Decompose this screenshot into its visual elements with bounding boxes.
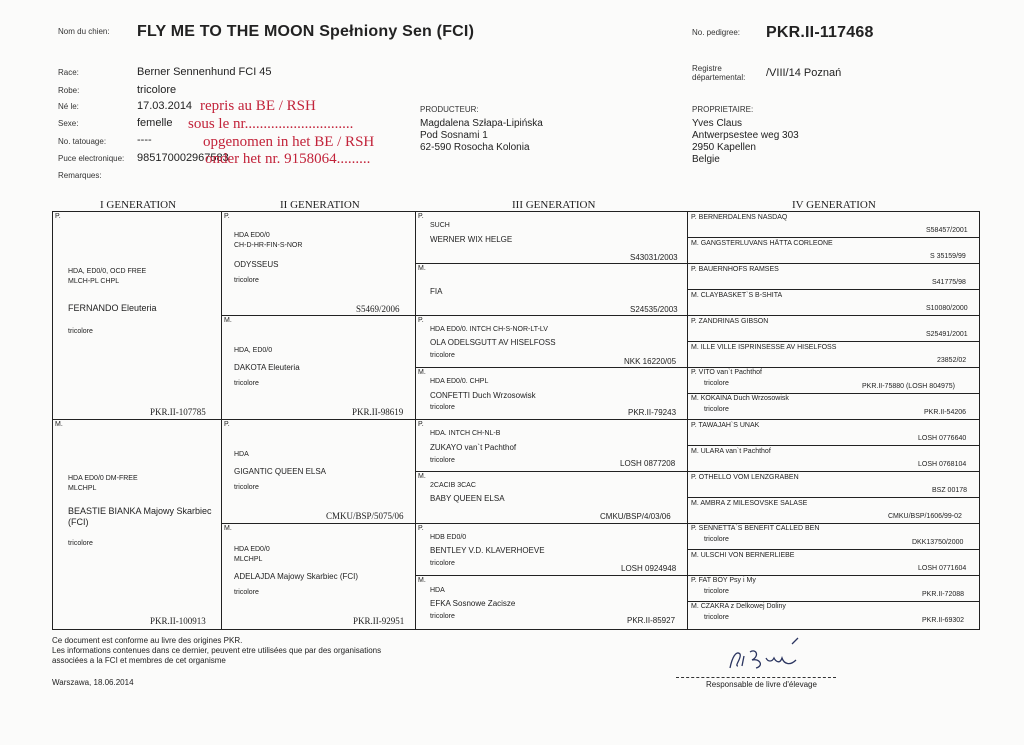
dog-name: M. GANGSTERLUVANS HÄTTA CORLEONE: [691, 240, 833, 247]
registration: S 35159/99: [930, 253, 966, 260]
registration: PKR.II-100913: [150, 616, 206, 626]
dog-name: M. ILLE VILLE ISPRINSESSE AV HISELFOSS: [691, 344, 837, 351]
titles-1: HDA: [234, 451, 249, 458]
registration: BSZ 00178: [932, 487, 968, 494]
chip-value: 985170002967583: [137, 152, 229, 164]
titles-2: MLCH-PL CHPL: [68, 278, 120, 285]
color: tricolore: [234, 589, 259, 596]
register-value: /VIII/14 Poznań: [766, 67, 842, 79]
dog-name: BENTLEY V.D. KLAVERHOEVE: [430, 546, 545, 555]
registration: LOSH 0768104: [918, 461, 967, 468]
dog-name: M. ULSCHI VON BERNERLIEBE: [691, 552, 795, 559]
register-label-2: départemental:: [692, 73, 746, 82]
name-label: Nom du chien:: [58, 27, 110, 36]
registration: PKR.II-98619: [352, 407, 404, 417]
race-value: Berner Sennenhund FCI 45: [137, 66, 272, 78]
color: tricolore: [704, 614, 729, 621]
tag: M.: [224, 525, 232, 532]
registration: PKR.II-69302: [922, 617, 965, 624]
breeder-line-1: Magdalena Szłapa-Lipińska: [420, 118, 543, 129]
race-label: Race:: [58, 68, 79, 77]
color: tricolore: [704, 406, 729, 413]
registration: LOSH 0924948: [621, 564, 677, 573]
registration: S24535/2003: [630, 305, 678, 314]
dog-name: ADELAJDA Majowy Skarbiec (FCI): [234, 572, 359, 581]
pedigree-label: No. pedigree:: [692, 28, 741, 37]
tag: M.: [418, 473, 426, 480]
dog-name: M. CLAYBASKET`S B-SHITA: [691, 292, 783, 299]
breeder-line-3: 62-590 Rosocha Kolonia: [420, 142, 530, 153]
dog-name: P. BERNERDALENS NASDAQ: [691, 214, 788, 221]
color: tricolore: [430, 404, 455, 411]
robe-value: tricolore: [137, 84, 177, 96]
breeder-label: PRODUCTEUR:: [420, 105, 479, 114]
breeder-line-2: Pod Sosnami 1: [420, 130, 488, 141]
chip-label: Puce electronique:: [58, 154, 125, 163]
dog-name: M. AMBRA Z MILESOVSKE SALASE: [691, 500, 808, 507]
color: tricolore: [234, 277, 259, 284]
titles-2: MLCHPL: [234, 556, 263, 563]
signature-line: [676, 677, 836, 678]
registration: CMKU/BSP/4/03/06: [600, 512, 671, 521]
registration: PKR.II-79243: [628, 408, 677, 417]
gen3-header: III GENERATION: [512, 199, 596, 211]
dog-name: CONFETTI Duch Wrzosowisk: [430, 391, 536, 400]
color: tricolore: [234, 380, 259, 387]
stamp-line-3: opgenomen in het BE / RSH: [203, 134, 375, 150]
tag: M.: [55, 421, 63, 428]
registration: S41775/98: [932, 279, 966, 286]
dog-name: GIGANTIC QUEEN ELSA: [234, 467, 327, 476]
tag: P.: [224, 213, 230, 220]
tag: P.: [418, 421, 424, 428]
color: tricolore: [704, 588, 729, 595]
registration: DKK13750/2000: [912, 539, 964, 546]
titles: 2CACIB 3CAC: [430, 482, 476, 489]
dog-name: DAKOTA Eleuteria: [234, 363, 300, 372]
dog-name: EFKA Sosnowe Zacisze: [430, 599, 516, 608]
dog-name: M. ULARA van`t Pachthof: [691, 448, 771, 455]
birth-value: 17.03.2014: [137, 100, 193, 112]
color: tricolore: [430, 457, 455, 464]
sex-value: femelle: [137, 117, 173, 129]
dog-name: BEASTIE BIANKA Majowy Skarbiec: [68, 506, 212, 516]
tattoo-value: ----: [137, 134, 152, 146]
dog-name: FLY ME TO THE MOON Spełniony Sen (FCI): [137, 23, 475, 40]
dog-name: P. VITO van`t Pachthof: [691, 369, 762, 376]
color: tricolore: [68, 540, 93, 547]
register-label-1: Registre: [692, 64, 722, 73]
titles-1: HDA ED0/0 DM-FREE: [68, 475, 138, 482]
registration: PKR.II-54206: [924, 409, 967, 416]
registration: NKK 16220/05: [624, 357, 677, 366]
dog-name: FIA: [430, 287, 443, 296]
color: tricolore: [704, 380, 729, 387]
tag: P.: [418, 525, 424, 532]
titles: HDA ED0/0. INTCH CH-S-NOR-LT-LV: [430, 326, 548, 333]
color: tricolore: [430, 613, 455, 620]
dog-name: FERNANDO Eleuteria: [68, 303, 157, 313]
tag: P.: [55, 213, 61, 220]
titles-2: CH-D-HR-FIN-S-NOR: [234, 242, 303, 249]
titles: HDA ED0/0. CHPL: [430, 378, 489, 385]
dog-name: BABY QUEEN ELSA: [430, 494, 505, 503]
tag: M.: [418, 577, 426, 584]
gen4-header: IV GENERATION: [792, 199, 876, 211]
tag: M.: [224, 317, 232, 324]
dog-name: P. SENNETTA`S BENEFIT CALLED BEN: [691, 525, 820, 532]
color: tricolore: [430, 560, 455, 567]
tag: P.: [418, 213, 424, 220]
registration: CMKU/BSP/5075/06: [326, 511, 404, 521]
registration: PKR.II-72088: [922, 591, 965, 598]
stamp-line-2: sous le nr.............................: [188, 116, 354, 132]
registration: 23852/02: [937, 357, 967, 364]
registration: PKR.II-85927: [627, 616, 676, 625]
gen1-header: I GENERATION: [100, 199, 177, 211]
titles: HDA: [430, 587, 445, 594]
registration: S43031/2003: [630, 253, 678, 262]
registration: LOSH 0771604: [918, 565, 967, 572]
owner-label: PROPRIETAIRE:: [692, 105, 754, 114]
registration: S10080/2000: [926, 305, 968, 312]
sex-label: Sexe:: [58, 119, 79, 128]
robe-label: Robe:: [58, 86, 80, 95]
footer-line-1: Ce document est conforme au livre des origines PKR.: [52, 636, 243, 645]
pedigree-number: PKR.II-117468: [766, 24, 874, 41]
dog-name: ODYSSEUS: [234, 260, 279, 269]
registration: PKR.II-75880 (LOSH 804975): [862, 383, 955, 390]
footer-line-3: associées a la FCI et membres de cet organisme: [52, 656, 226, 665]
place-date: Warszawa, 18.06.2014: [52, 678, 134, 687]
titles: HDA. INTCH CH-NL-B: [430, 430, 501, 437]
dog-name: M. CZAKRA z Delkowej Doliny: [691, 603, 786, 610]
remarks-label: Remarques:: [58, 171, 102, 180]
color: tricolore: [68, 328, 93, 335]
titles-2: MLCHPL: [68, 485, 97, 492]
tag: M.: [418, 369, 426, 376]
birth-label: Né le:: [58, 102, 79, 111]
dog-name-2: (FCI): [68, 517, 89, 527]
tattoo-label: No. tatouage:: [58, 137, 107, 146]
registration: S5469/2006: [356, 304, 400, 314]
registration: S58457/2001: [926, 227, 968, 234]
titles-1: HDA ED0/0: [234, 546, 270, 553]
dog-name: OLA ODELSGUTT AV HISELFOSS: [430, 338, 556, 347]
color: tricolore: [704, 536, 729, 543]
gen2-header: II GENERATION: [280, 199, 360, 211]
owner-line-1: Yves Claus: [692, 118, 743, 129]
tag: P.: [418, 317, 424, 324]
registration: PKR.II-92951: [353, 616, 405, 626]
dog-name: P. TAWAJAH`S UNAK: [691, 422, 760, 429]
dog-name: WERNER WIX HELGE: [430, 235, 513, 244]
titles-1: HDA, ED0/0, OCD FREE: [68, 268, 147, 275]
footer-line-2: Les informations contenues dans ce dernier, peuvent etre utilisées que par des organisations: [52, 646, 382, 655]
registration: LOSH 0877208: [620, 459, 676, 468]
signature-caption: Responsable de livre d'élevage: [706, 680, 817, 689]
color: tricolore: [234, 484, 259, 491]
dog-name: P. ZANDRINAS GIBSON: [691, 318, 769, 325]
registration: CMKU/BSP/1606/99-02: [888, 513, 962, 520]
stamp-line-4: onder het nr. 9158064.........: [205, 151, 371, 167]
signature: [700, 636, 820, 680]
dog-name: P. BAUERNHOFS RAMSES: [691, 266, 779, 273]
registration: PKR.II-107785: [150, 407, 206, 417]
stamp-line-1: repris au BE / RSH: [200, 98, 316, 114]
tag: P.: [224, 421, 230, 428]
titles: HDB ED0/0: [430, 534, 467, 541]
registration: LOSH 0776640: [918, 435, 967, 442]
titles-1: HDA, ED0/0: [234, 347, 273, 354]
dog-name: P. OTHELLO VOM LENZGRABEN: [691, 474, 799, 481]
dog-name: M. KOKAINA Duch Wrzosowisk: [691, 395, 789, 402]
color: tricolore: [430, 352, 455, 359]
dog-name: ZUKAYO van`t Pachthof: [430, 443, 517, 452]
dog-name: P. FAT BOY Psy i My: [691, 577, 756, 584]
owner-line-4: Belgie: [692, 154, 720, 165]
registration: S25491/2001: [926, 331, 968, 338]
owner-line-3: 2950 Kapellen: [692, 142, 756, 153]
tag: M.: [418, 265, 426, 272]
titles-1: HDA ED0/0: [234, 232, 270, 239]
owner-line-2: Antwerpsestee weg 303: [692, 130, 799, 141]
titles: SUCH: [430, 222, 450, 229]
